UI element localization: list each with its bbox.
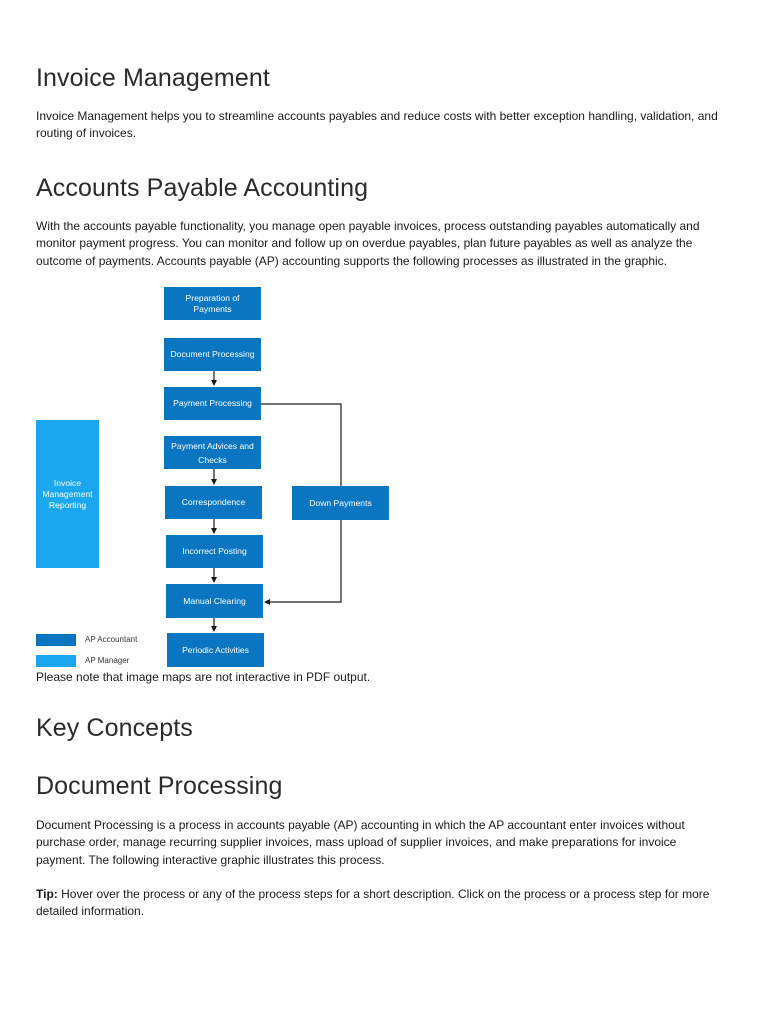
image-map-note: Please note that image maps are not interactive in PDF output. <box>36 670 371 684</box>
connector-down-payments-to-clearing <box>265 520 341 602</box>
node-correspondence[interactable]: Correspondence <box>165 486 262 519</box>
legend-label-ap-accountant: AP Accountant <box>85 635 138 644</box>
heading-document-processing: Document Processing <box>36 772 283 800</box>
legend-swatch-ap-manager <box>36 655 76 667</box>
legend-swatch-ap-accountant <box>36 634 76 646</box>
legend-label-ap-manager: AP Manager <box>85 656 130 665</box>
connector-payment-to-down-payments <box>261 404 341 486</box>
heading-invoice-management: Invoice Management <box>36 64 270 92</box>
node-payment-processing[interactable]: Payment Processing <box>164 387 261 420</box>
heading-key-concepts: Key Concepts <box>36 714 193 742</box>
node-invoice-management-reporting[interactable]: Invoice Management Reporting <box>36 420 99 568</box>
document-processing-description: Document Processing is a process in accounts payable (AP) accounting in which the AP accountant enter invoices without purchase order, manage recurring supplier invoices, mass upload of supplier invoices, and make preparations for invoice payment. The following interactive graphic illustrates this process. <box>36 818 685 867</box>
node-preparation-of-payments[interactable]: Preparation of Payments <box>164 287 261 320</box>
accounts-payable-description: With the accounts payable functionality, you manage open payable invoices, process outstanding payables automatically and monitor payment progress. You can monitor and follow up on overdue payables, plan future payables as well as analyze the outcome of payments. Accounts payable (AP) accounting supports the following processes as illustrated in the graphic. <box>36 219 700 268</box>
heading-accounts-payable-accounting: Accounts Payable Accounting <box>36 174 369 202</box>
node-periodic-activities[interactable]: Periodic Activities <box>167 633 264 667</box>
node-incorrect-posting[interactable]: Incorrect Posting <box>166 535 263 568</box>
tip-paragraph <box>36 886 726 921</box>
invoice-management-description: Invoice Management helps you to streamline accounts payables and reduce costs with better exception handling, validation, and routing of invoices. <box>36 109 718 141</box>
node-payment-advices-and-checks[interactable]: Payment Advices and Checks <box>164 436 261 469</box>
node-down-payments[interactable]: Down Payments <box>292 486 389 520</box>
tip-text: Hover over the process or any of the process steps for a short description. Click on the process or a process step for more detailed information. <box>36 887 710 919</box>
tip-label: Tip: <box>36 887 58 901</box>
node-document-processing[interactable]: Document Processing <box>164 338 261 371</box>
node-manual-clearing[interactable]: Manual Clearing <box>166 584 263 618</box>
